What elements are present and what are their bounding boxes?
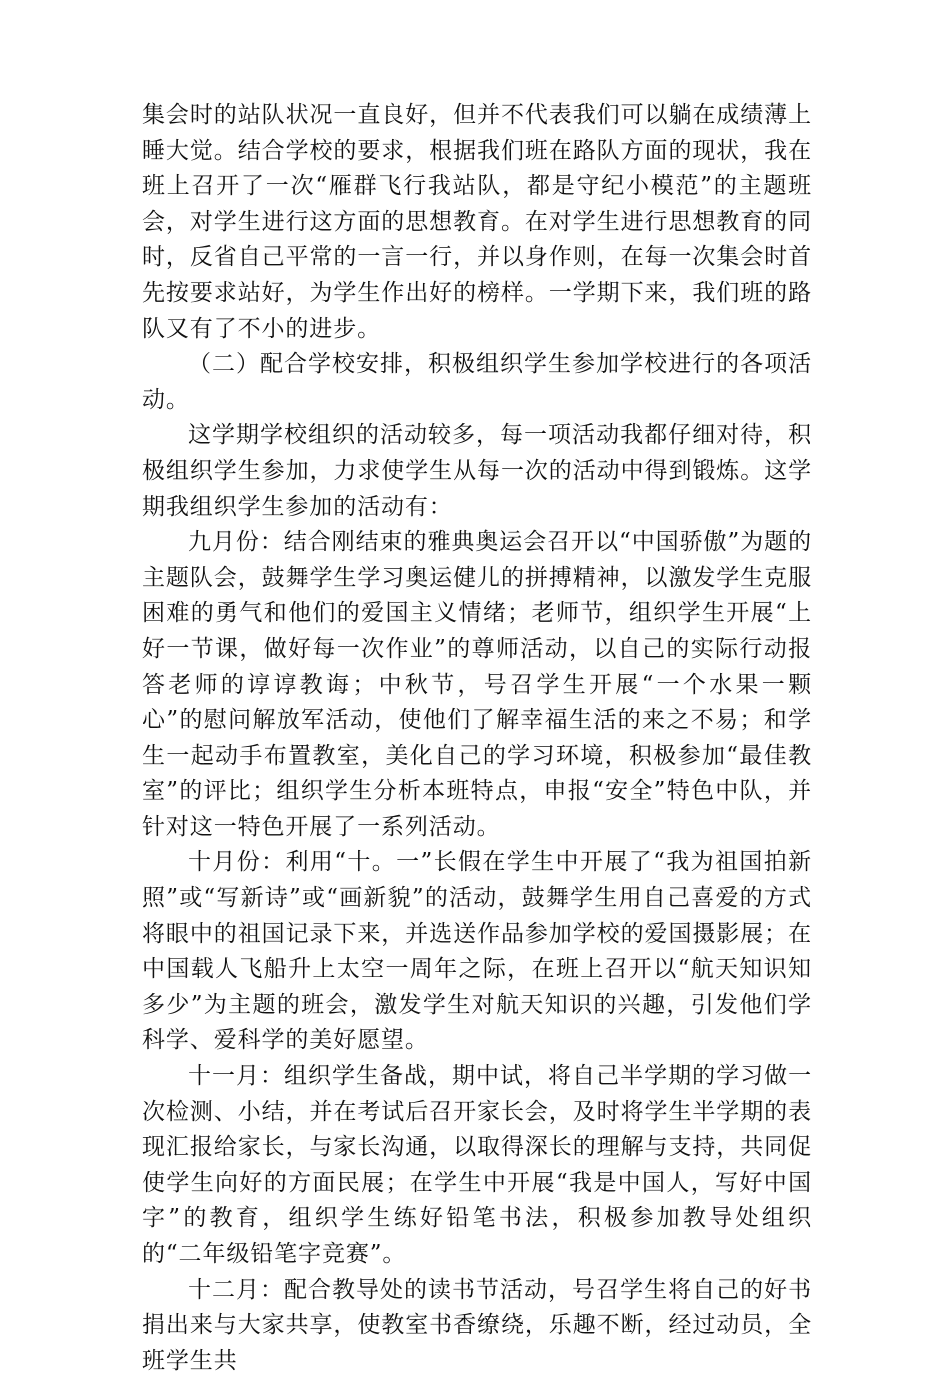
- paragraph-1: 集会时的站队状况一直良好，但并不代表我们可以躺在成绩薄上睡大觉。结合学校的要求，根据我们班在路队方面的现状，我在班上召开了一次“雁群飞行我站队，都是守纪小模范”的主题班会，对学生进行这方面的思想教育。在对学生进行思想教育的同时，反省自己平常的一言一行，并以身作则，在每一次集会时首先按要求站好，为学生作出好的榜样。一学期下来，我们班的路队又有了不小的进步。: [142, 102, 812, 342]
- paragraph-4-september: 九月份：结合刚结束的雅典奥运会召开以“中国骄傲”为题的主题队会，鼓舞学生学习奥运健儿的拼搏精神，以激发学生克服困难的勇气和他们的爱国主义情绪；老师节，组织学生开展“上好一节课，做好每一次作业”的尊师活动，以自己的实际行动报答老师的谆谆教诲；中秋节，号召学生开展“一个水果一颗心”的慰问解放军活动，使他们了解幸福生活的来之不易；和学生一起动手布置教室，美化自己的学习环境，积极参加“最佳教室”的评比；组织学生分析本班特点，申报“安全”特色中队，并针对这一特色开展了一系列活动。: [142, 529, 812, 840]
- paragraph-7-december: 十二月：配合教导处的读书节活动，号召学生将自己的好书捐出来与大家共享，使教室书香缭绕，乐趣不断，经过动员，全班学生共: [142, 1276, 812, 1374]
- paragraph-3: 这学期学校组织的活动较多，每一项活动我都仔细对待，积极组织学生参加，力求使学生从每一次的活动中得到锻炼。这学期我组织学生参加的活动有：: [142, 422, 812, 520]
- paragraph-6-november: 十一月：组织学生备战，期中试，将自己半学期的学习做一次检测、小结，并在考试后召开家长会，及时将学生半学期的表现汇报给家长，与家长沟通，以取得深长的理解与支持，共同促使学生向好的方面民展；在学生中开展“我是中国人，写好中国字”的教育，组织学生练好铅笔书法，积极参加教导处组织的“二年级铅笔字竞赛”。: [142, 1063, 812, 1267]
- document-page: [142, 98, 812, 1379]
- paragraph-2-section-heading: （二）配合学校安排，积极组织学生参加学校进行的各项活动。: [142, 351, 812, 413]
- paragraph-5-october: 十月份：利用“十。一”长假在学生中开展了“我为祖国拍新照”或“写新诗”或“画新貌”的活动，鼓舞学生用自己喜爱的方式将眼中的祖国记录下来，并选送作品参加学校的爱国摄影展；在中国载人飞船升上太空一周年之际，在班上召开以“航天知识知多少”为主题的班会，激发学生对航天知识的兴趣，引发他们学科学、爱科学的美好愿望。: [142, 849, 812, 1054]
